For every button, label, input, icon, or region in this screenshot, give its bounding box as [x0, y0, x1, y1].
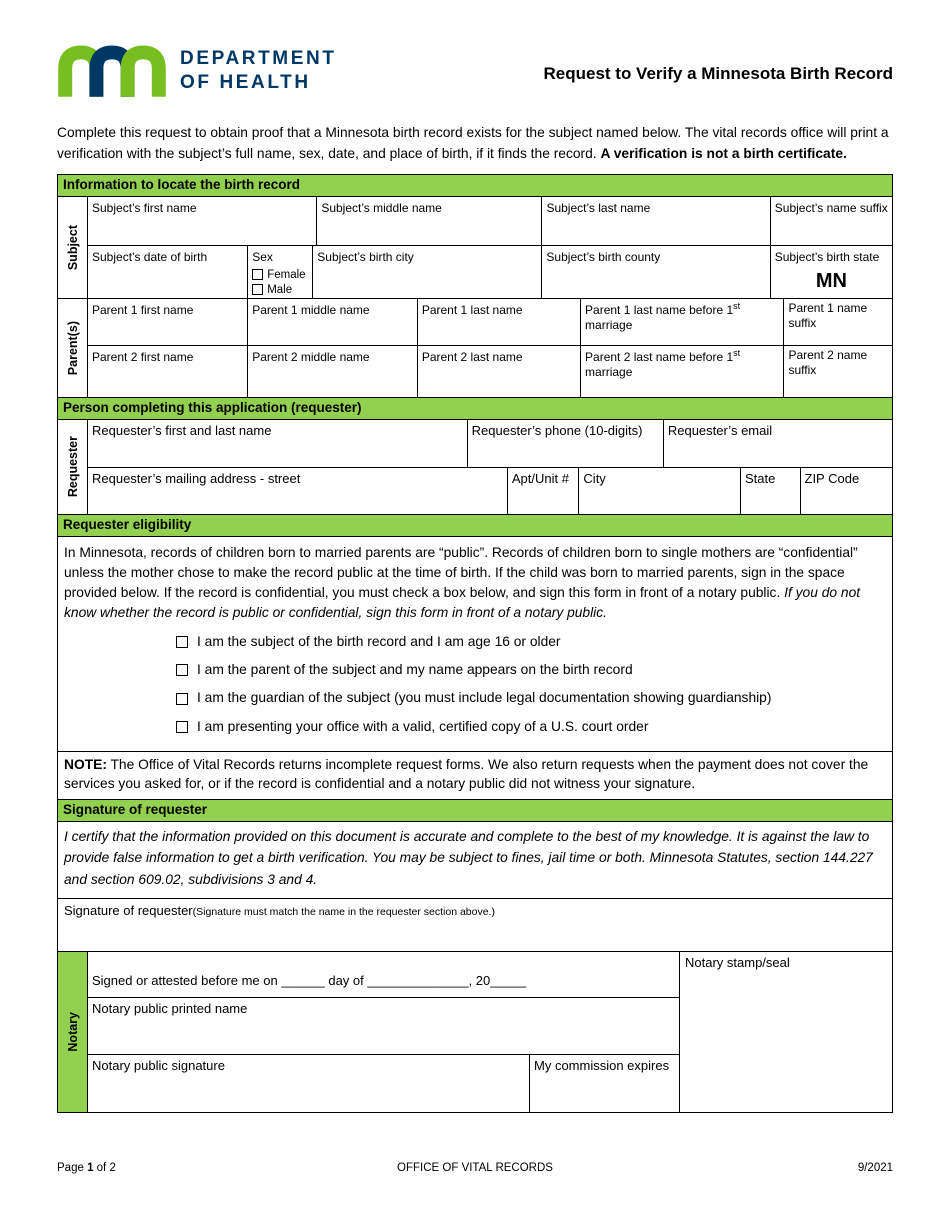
parent2-middle-name-label: Parent 2 middle name [252, 349, 370, 364]
commission-expires-label: My commission expires [534, 1057, 670, 1073]
intro-paragraph [57, 123, 893, 165]
requester-band [58, 419, 892, 514]
male-checkbox[interactable] [252, 284, 263, 295]
subject-side-label: Subject [58, 197, 88, 298]
field-parent2-last-name[interactable] [417, 346, 580, 397]
page-footer [57, 1162, 893, 1174]
field-requester-email[interactable] [663, 420, 892, 467]
field-parent1-name-suffix[interactable] [783, 299, 892, 345]
eligibility-option-subject [176, 632, 884, 652]
field-notary-stamp-seal[interactable] [679, 952, 892, 1112]
birth-state-value: MN [815, 269, 847, 292]
subject-birth-city-label: Subject’s birth city [317, 249, 414, 264]
certification-statement: I certify that the information provided on this document is accurate and complete to the best of my knowledge. It is against the law to provide false information to get a birth verification. You may be subject to fines, jail time or both. Minnesota Statutes, section 144.227 and section 609.02, subdivisions 3 and 4. [58, 821, 892, 898]
field-requester-city[interactable] [578, 468, 740, 514]
female-label: Female [267, 268, 306, 281]
page-header [57, 44, 893, 97]
field-parent1-middle-name[interactable] [247, 299, 417, 345]
field-subject-first-name[interactable] [88, 197, 316, 245]
court-order-eligibility-checkbox[interactable] [176, 721, 188, 733]
field-requester-zip[interactable] [800, 468, 893, 514]
requester-contact-row [88, 420, 892, 467]
field-requester-signature[interactable] [58, 898, 892, 951]
requester-phone-label: Requester’s phone (10-digits) [471, 422, 643, 438]
parent-eligibility-label: I am the parent of the subject and my name appears on the birth record [197, 662, 633, 678]
field-requester-name[interactable] [88, 420, 467, 467]
subject-birth-state-label: Subject’s birth state [774, 249, 880, 264]
mn-logo-icon [57, 44, 167, 97]
notary-stamp-label: Notary stamp/seal [685, 954, 790, 970]
eligibility-text: In Minnesota, records of children born to married parents are “public”. Records of children born to single mothers are “confidential” unless the mother chose to make the record public at the time of birth. If the child was born to married parents, sign in the space provided below. If the record is confidential, you must check a box below, and sign this form in front of a notary public. [64, 544, 858, 600]
field-commission-expires[interactable] [529, 1055, 679, 1112]
guardian-eligibility-label: I am the guardian of the subject (you must include legal documentation showing guardianship) [197, 690, 772, 706]
sex-female-option [252, 269, 308, 281]
note-label: NOTE: [64, 756, 107, 772]
subject-eligibility-checkbox[interactable] [176, 636, 188, 648]
section-header-eligibility: Requester eligibility [58, 514, 892, 536]
subject-dob-label: Subject’s date of birth [92, 249, 208, 264]
field-subject-birth-county[interactable] [541, 246, 769, 298]
eligibility-option-guardian [176, 688, 884, 708]
field-subject-name-suffix[interactable] [770, 197, 892, 245]
subject-birth-county-label: Subject’s birth county [546, 249, 661, 264]
subject-name-row [88, 197, 892, 245]
section-header-locate: Information to locate the birth record [58, 175, 892, 196]
parent-eligibility-checkbox[interactable] [176, 664, 188, 676]
parent2-last-name-label: Parent 2 last name [421, 349, 523, 364]
parent1-maiden-name-label: Parent 1 last name before 1st marriage [585, 300, 741, 333]
requester-address-row [88, 467, 892, 514]
subject-first-name-label: Subject’s first name [92, 200, 197, 215]
field-subject-dob[interactable] [88, 246, 247, 298]
eligibility-paragraph [64, 543, 884, 624]
page-title: Request to Verify a Minnesota Birth Record [543, 63, 893, 83]
field-parent2-middle-name[interactable] [247, 346, 417, 397]
page-number: Page 1 of 2 [57, 1162, 116, 1174]
logo-line1: DEPARTMENT [180, 48, 337, 70]
field-parent1-last-name[interactable] [417, 299, 580, 345]
field-notary-printed-name[interactable] [88, 998, 679, 1054]
mdh-logo [57, 44, 337, 97]
field-requester-phone[interactable] [467, 420, 663, 467]
subject-band [58, 196, 892, 298]
guardian-eligibility-checkbox[interactable] [176, 693, 188, 705]
requester-street-label: Requester’s mailing address - street [92, 470, 301, 486]
field-requester-apt[interactable] [507, 468, 579, 514]
logo-wordmark [180, 47, 337, 93]
eligibility-checkbox-list [176, 632, 884, 737]
parent2-first-name-label: Parent 2 first name [92, 349, 194, 364]
female-checkbox[interactable] [252, 269, 263, 280]
intro-text: Complete this request to obtain proof that a Minnesota birth record exists for the subject named below. The vital records office will print a verification with the subject’s full name, sex, date, and place of birth, if it finds the record. [57, 125, 889, 161]
notary-printed-name-label: Notary public printed name [92, 1000, 248, 1016]
signature-label: Signature of requester [64, 902, 193, 918]
parent1-last-name-label: Parent 1 last name [421, 302, 523, 317]
notary-printed-name-row [88, 997, 679, 1054]
sex-male-option [252, 284, 308, 296]
field-subject-birth-city[interactable] [312, 246, 541, 298]
field-parent2-maiden-name[interactable] [580, 346, 783, 397]
eligibility-italic-text: If you do not know whether the record is public or confidential, sign this form in front of a notary public. [64, 584, 861, 621]
requester-zip-label: ZIP Code [804, 470, 860, 486]
field-requester-street[interactable] [88, 468, 507, 514]
requester-city-label: City [583, 470, 606, 486]
notary-signature-row [88, 1054, 679, 1112]
requester-apt-label: Apt/Unit # [511, 470, 569, 486]
notary-signature-label: Notary public signature [92, 1057, 225, 1073]
requester-email-label: Requester’s email [667, 422, 773, 438]
notary-side-label: Notary [58, 952, 88, 1112]
field-subject-sex [247, 246, 312, 298]
subject-eligibility-label: I am the subject of the birth record and I am age 16 or older [197, 634, 561, 650]
requester-side-label: Requester [58, 420, 88, 514]
eligibility-option-parent [176, 660, 884, 680]
court-order-eligibility-label: I am presenting your office with a valid, certified copy of a U.S. court order [197, 718, 649, 734]
logo-line2: OF HEALTH [180, 71, 311, 93]
notary-attestation-label: Signed or attested before me on ______ day of ______________, 20_____ [92, 972, 527, 988]
signature-note: (Signature must match the name in the requester section above.) [192, 905, 495, 918]
parents-band [58, 298, 892, 397]
section-header-requester: Person completing this application (requester) [58, 397, 892, 419]
male-label: Male [267, 283, 293, 296]
subject-birth-row [88, 245, 892, 298]
parents-side-label: Parent(s) [58, 299, 88, 397]
field-parent2-name-suffix[interactable] [783, 346, 892, 397]
parent2-maiden-name-label: Parent 2 last name before 1st marriage [585, 347, 741, 380]
footer-revision-date: 9/2021 [857, 1162, 894, 1174]
intro-bold-text: A verification is not a birth certificate. [600, 145, 847, 161]
field-parent1-maiden-name[interactable] [580, 299, 783, 345]
parent1-first-name-label: Parent 1 first name [92, 302, 194, 317]
subject-middle-name-label: Subject’s middle name [321, 200, 442, 215]
subject-name-suffix-label: Subject’s name suffix [774, 200, 888, 215]
field-notary-attestation[interactable] [88, 952, 679, 997]
footer-office-name: OFFICE OF VITAL RECORDS [397, 1162, 553, 1174]
parent1-middle-name-label: Parent 1 middle name [252, 302, 370, 317]
field-notary-signature[interactable] [88, 1055, 529, 1112]
note-row [58, 751, 892, 799]
parent2-row [88, 345, 892, 397]
field-parent1-first-name[interactable] [88, 299, 247, 345]
parent1-row [88, 299, 892, 345]
field-requester-state[interactable] [740, 468, 799, 514]
requester-state-label: State [745, 470, 776, 486]
parent1-name-suffix-label: Parent 1 name suffix [788, 300, 868, 331]
parent2-name-suffix-label: Parent 2 name suffix [788, 347, 868, 378]
note-text: The Office of Vital Records returns incomplete request forms. We also return requests when the payment does not cover the services you asked for, or if the record is confidential and a notary public did not witness your signature. [64, 756, 869, 792]
notary-band [58, 951, 892, 1112]
subject-last-name-label: Subject’s last name [546, 200, 651, 215]
eligibility-option-court-order [176, 717, 884, 737]
section-header-signature: Signature of requester [58, 799, 892, 821]
field-subject-middle-name[interactable] [316, 197, 541, 245]
sex-label: Sex [252, 249, 273, 264]
field-subject-birth-state [770, 246, 892, 298]
form-table [57, 174, 893, 1113]
field-parent2-first-name[interactable] [88, 346, 247, 397]
field-subject-last-name[interactable] [541, 197, 769, 245]
notary-attestation-row [88, 952, 679, 997]
requester-name-label: Requester’s first and last name [92, 422, 272, 438]
eligibility-body [58, 536, 892, 751]
